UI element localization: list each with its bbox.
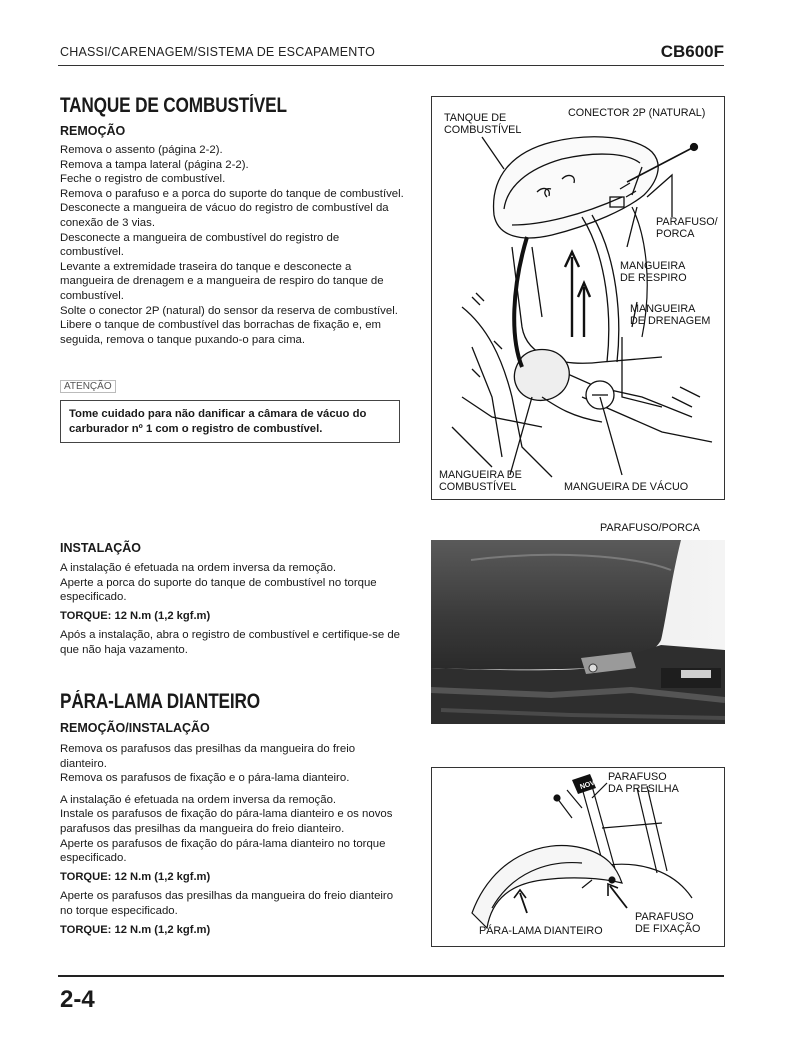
removal-step: Levante a extremidade traseira do tanque e desconecte a mangueira de drenagem e a mangueira de respiro do tanque de combustível.	[60, 260, 384, 302]
install-step: A instalação é efetuada na ordem inversa da remoção.	[60, 562, 337, 574]
removal-heading: REMOÇÃO	[60, 124, 126, 138]
fender-heading: REMOÇÃO/INSTALAÇÃO	[60, 721, 210, 735]
install-steps	[60, 561, 405, 658]
label-clip-bolt: PARAFUSO DA PRESILHA	[608, 771, 679, 795]
removal-step: Remova o parafuso e a porca do suporte do tanque de combustível.	[60, 187, 404, 200]
label-front-fender: PÁRA-LAMA DIANTEIRO	[479, 925, 603, 937]
label-mount-bolt: PARAFUSO DE FIXAÇÃO	[635, 911, 701, 935]
fuel-tank-illustration	[432, 97, 725, 500]
install-torque: TORQUE: 12 N.m (1,2 kgf.m)	[60, 609, 211, 622]
install-heading: INSTALAÇÃO	[60, 541, 142, 555]
removal-step: Libere o tanque de combustível das borrachas de fixação e, em seguida, remova o tanque puxando-o para cima.	[60, 319, 382, 346]
fender-step: Remova os parafusos das presilhas da mangueira do freio dianteiro.	[60, 743, 356, 770]
fuel-tank-figure	[431, 96, 725, 500]
label-connector: CONECTOR 2P (NATURAL)	[568, 107, 706, 119]
label-breather-hose: MANGUEIRA DE RESPIRO	[620, 260, 687, 284]
label-fuel-tank: TANQUE DE COMBUSTÍVEL	[444, 112, 522, 136]
fender-step: Remova os parafusos de fixação e o pára-lama dianteiro.	[60, 772, 350, 785]
model-name: CB600F	[660, 42, 724, 61]
removal-step: Feche o registro de combustível.	[60, 173, 226, 186]
new-badge-text: NOVO	[579, 778, 602, 792]
label-drain-hose: MANGUEIRA DE DRENAGEM	[630, 303, 711, 327]
tank-bracket-photo	[431, 540, 725, 724]
footer-divider	[58, 975, 724, 977]
label-fuel-hose: MANGUEIRA DE COMBUSTÍVEL	[439, 469, 522, 493]
header-divider	[58, 65, 724, 66]
fender-step: Aperte os parafusos das presilhas da mangueira do freio dianteiro no torque especificado.	[60, 890, 394, 917]
fender-step: Aperte os parafusos de fixação do pára-lama dianteiro no torque especificado.	[60, 837, 386, 865]
front-fender-title: PÁRA-LAMA DIANTEIRO	[60, 690, 261, 713]
photo-label-bolt-nut: PARAFUSO/PORCA	[600, 522, 700, 534]
removal-step: Remova o assento (página 2-2).	[60, 144, 223, 156]
label-bolt-nut: PARAFUSO/ PORCA	[656, 216, 718, 240]
removal-step: Desconecte a mangueira de vácuo do registro de combustível da conexão de 3 vias.	[60, 202, 389, 229]
caution-text: Tome cuidado para não danificar a câmara de vácuo do carburador nº 1 com o registro de combustível.	[69, 408, 367, 435]
fender-torque-2: TORQUE: 12 N.m (1,2 kgf.m)	[60, 923, 211, 936]
tank-bracket-photo-image	[431, 540, 725, 724]
removal-step: Desconecte a mangueira de combustível do registro de combustível.	[60, 231, 340, 259]
removal-step: Remova a tampa lateral (página 2-2).	[60, 158, 249, 171]
install-after: Após a instalação, abra o registro de combustível e certifique-se de que não haja vazamento.	[60, 629, 401, 656]
front-fender-figure	[431, 767, 725, 947]
page-number: 2-4	[60, 986, 95, 1013]
removal-steps	[60, 143, 405, 347]
fender-step: A instalação é efetuada na ordem inversa da remoção.	[60, 793, 337, 806]
section-title: CHASSI/CARENAGEM/SISTEMA DE ESCAPAMENTO	[60, 45, 376, 59]
removal-step: Solte o conector 2P (natural) do sensor da reserva de combustível.	[60, 304, 398, 317]
label-vacuum-hose: MANGUEIRA DE VÁCUO	[564, 481, 689, 493]
caution-tag: ATENÇÃO	[60, 380, 116, 393]
caution-box	[60, 400, 400, 443]
fender-torque-1: TORQUE: 12 N.m (1,2 kgf.m)	[60, 870, 211, 883]
fuel-tank-title: TANQUE DE COMBUSTÍVEL	[60, 94, 287, 117]
fender-steps	[60, 742, 405, 937]
install-step: Aperte a porca do suporte do tanque de combustível no torque especificado.	[60, 576, 377, 604]
fender-step: Instale os parafusos de fixação do pára-lama dianteiro e os novos parafusos das presilhas da mangueira do freio dianteiro.	[60, 808, 393, 835]
